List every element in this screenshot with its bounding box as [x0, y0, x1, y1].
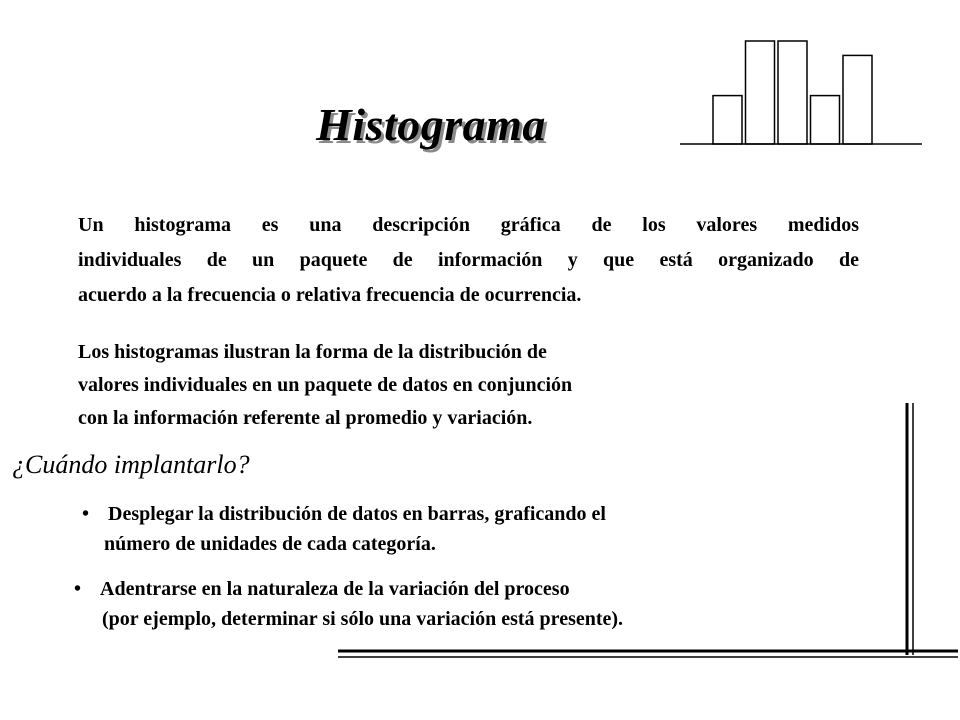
paragraph-definition [78, 208, 859, 313]
bullet-icon: • [82, 503, 90, 525]
paragraph-line: Los histogramas ilustran la forma de la distribución de [78, 341, 547, 363]
histogram-bar [778, 41, 807, 144]
bullet-text: Adentrarse en la naturaleza de la variación del proceso [100, 578, 570, 600]
histogram-bar [713, 96, 742, 144]
paragraph-line: individuales de un paquete de información y que está organizado de [78, 249, 859, 271]
paragraph-line: acuerdo a la frecuencia o relativa frecuencia de ocurrencia. [78, 284, 582, 306]
paragraph-line: con la información referente al promedio y variación. [78, 407, 533, 429]
histogram-bar [746, 41, 775, 144]
paragraph-line: valores individuales en un paquete de datos en conjunción [78, 374, 573, 396]
histogram-bar [811, 96, 840, 144]
bullet-item [74, 574, 623, 634]
bullet-text: número de unidades de cada categoría. [104, 533, 436, 555]
paragraph-purpose [78, 336, 778, 435]
bullet-text: (por ejemplo, determinar si sólo una variación está presente). [102, 608, 624, 630]
bullet-text: Desplegar la distribución de datos en barras, graficando el [108, 503, 606, 525]
bullet-icon: • [74, 578, 82, 600]
page-title: Histograma [316, 99, 546, 150]
bullet-item [82, 499, 606, 559]
paragraph-line: Un histograma es una descripción gráfica de los valores medidos [78, 214, 859, 236]
histogram-bar [843, 55, 872, 144]
section-heading: ¿Cuándo implantarlo? [12, 450, 250, 479]
